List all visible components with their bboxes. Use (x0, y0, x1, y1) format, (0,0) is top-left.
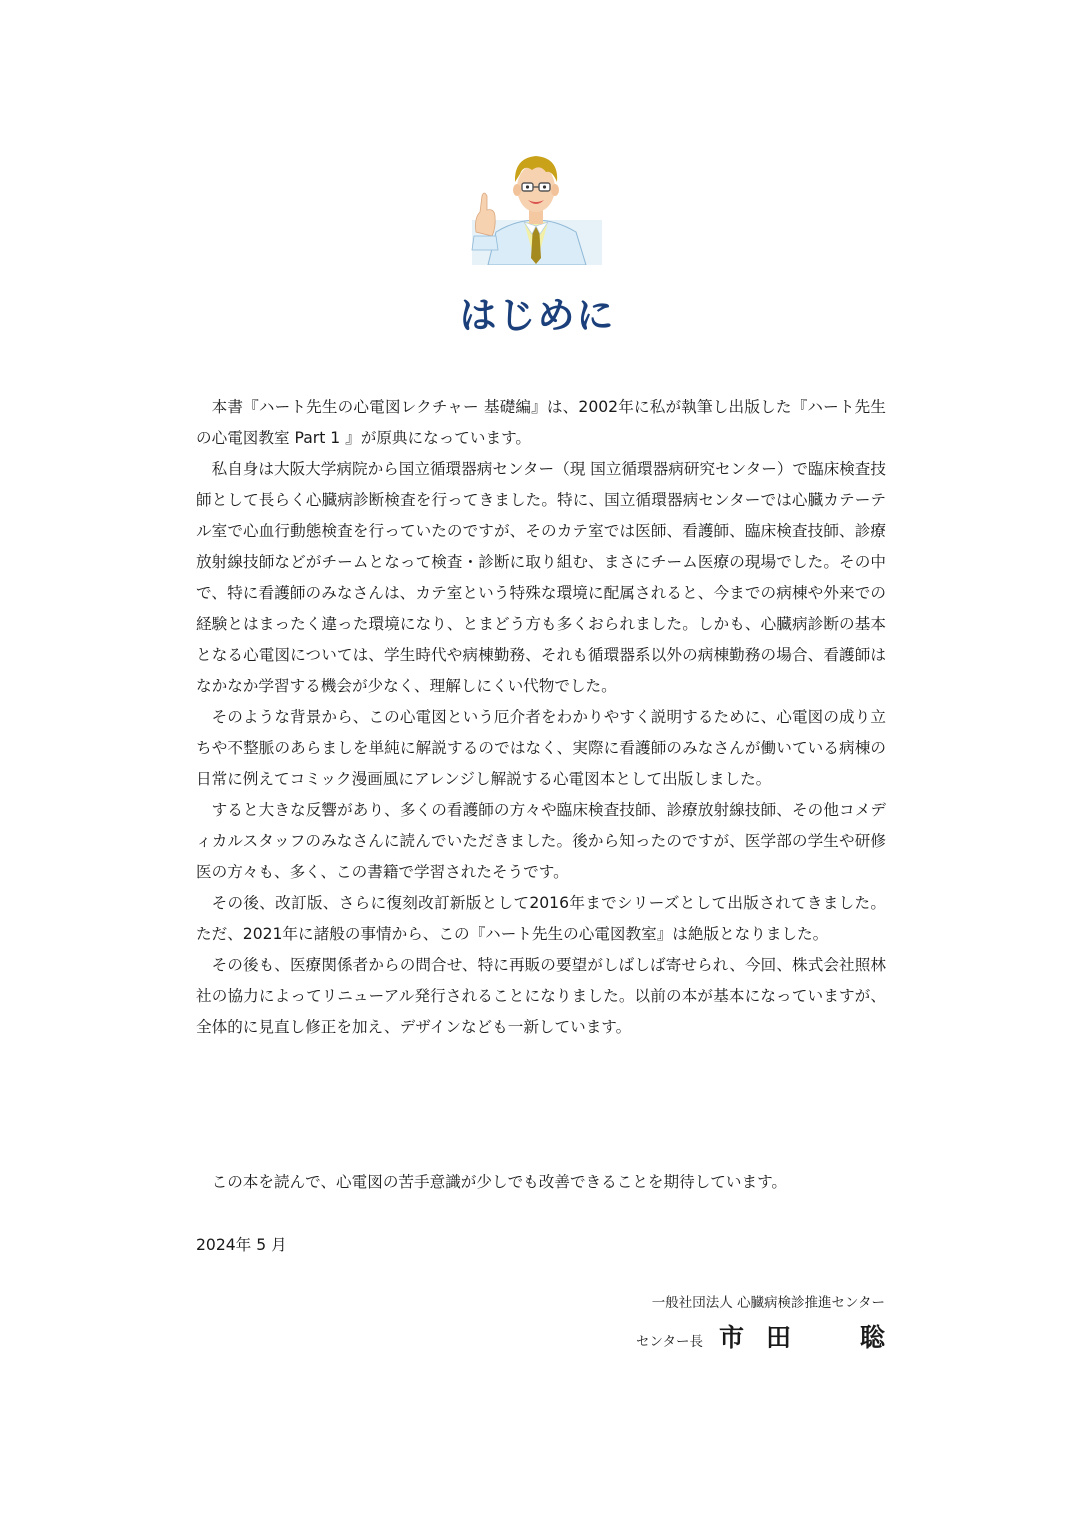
author-role: センター長 (636, 1334, 703, 1350)
page-title: はじめに (459, 294, 616, 337)
date: 2024年 5 月 (196, 1236, 287, 1254)
closing-paragraph: この本を読んで、心電図の苦手意識が少しでも改善できることを期待しています。 (211, 1173, 788, 1191)
organization-name: 一般社団法人 心臓病検診推進センター (651, 1295, 885, 1311)
paragraph: その後、改訂版、さらに復刻改訂新版として2016年までシリーズとして出版されてきました。ただ、2021年に諸般の事情から、この『ハート先生の心電図教室』は絶版となりました。 (196, 894, 886, 943)
preface-body (196, 392, 886, 1043)
doctor-pointing-icon (466, 150, 606, 265)
paragraph: その後も、医療関係者からの問合せ、特に再販の要望がしばしば寄せられ、今回、株式会社照林社の協力によってリニューアル発行されることになりました。以前の本が基本になっていますが、全体的に見直し修正を加え、デザインなども一新しています。 (196, 956, 886, 1036)
signature (636, 1318, 907, 1354)
paragraph: 私自身は大阪大学病院から国立循環器病センター（現 国立循環器病研究センター）で臨床検査技師として長らく心臓病診断検査を行ってきました。特に、国立循環器病センターでは心臓カテーテル室で心血行動態検査を行っていたのですが、そのカテ室では医師、看護師、臨床検査技師、診療放射線技師などがチームとなって検査・診断に取り組む、まさにチーム医療の現場でした。その中で、特に看護師のみなさんは、カテ室という特殊な環境に配属されると、今までの病棟や外来での経験とはまったく違った環境になり、とまどう方も多くおられました。しかも、心臓病診断の基本となる心電図については、学生時代や病棟勤務、それも循環器系以外の病棟勤務の場合、看護師はなかなか学習する機会が少なく、理解しにくい代物でした。 (196, 460, 886, 695)
doctor-pointing-illustration (466, 150, 606, 265)
paragraph: そのような背景から、この心電図という厄介者をわかりやすく説明するために、心電図の成り立ちや不整脈のあらましを単純に解説するのではなく、実際に看護師のみなさんが働いている病棟の日常に例えてコミック漫画風にアレンジし解説する心電図本として出版しました。 (196, 708, 886, 788)
paragraph: すると大きな反響があり、多くの看護師の方々や臨床検査技師、診療放射線技師、その他コメディカルスタッフのみなさんに読んでいただきました。後から知ったのですが、医学部の学生や研修医の方々も、多く、この書籍で学習されたそうです。 (196, 801, 886, 881)
author-name: 市田 聡 (718, 1323, 907, 1352)
paragraph: 本書『ハート先生の心電図レクチャー 基礎編』は、2002年に私が執筆し出版した『ハート先生の心電図教室 Part 1 』が原典になっています。 (196, 398, 886, 447)
